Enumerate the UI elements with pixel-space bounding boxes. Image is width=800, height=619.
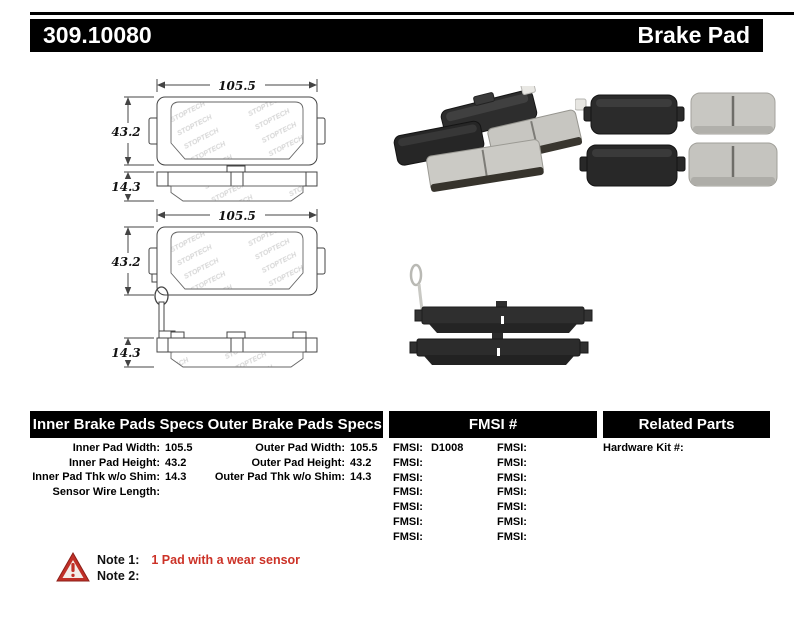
pad2-front-view [149, 227, 325, 295]
fmsi-row: FMSI: [393, 471, 423, 484]
fmsi-row: FMSI: D1008 [393, 442, 464, 454]
related-parts-header-bar [603, 411, 770, 438]
fmsi-row: FMSI: [497, 442, 527, 454]
fmsi-row: FMSI: [497, 471, 527, 484]
photo-pads-grid [575, 86, 780, 198]
pad2-width-label: 105.5 [218, 209, 256, 223]
fmsi-row: FMSI: [497, 456, 527, 469]
pad2-thickness-label: 14.3 [111, 346, 141, 360]
header-bar [30, 19, 763, 52]
fmsi-row: FMSI: [393, 486, 423, 499]
sensor-connector [521, 86, 536, 95]
fmsi-row: FMSI: [393, 530, 423, 543]
drawing-pad1 [60, 66, 360, 208]
note-1: Note 1: 1 Pad with a wear sensor [97, 553, 301, 567]
inner-specs-title: Inner Brake Pads Specs [32, 416, 204, 433]
drawing-pad2 [60, 196, 360, 396]
pad2-height-label: 43.2 [111, 255, 141, 269]
inner-specs-table [25, 441, 193, 500]
pad2-side-view [155, 287, 317, 367]
part-number: 309.10080 [43, 22, 152, 48]
fmsi-header-bar [389, 411, 597, 438]
spec-row: Inner Pad Thk w/o Shim: 14.3 [32, 471, 187, 484]
spec-row: Sensor Wire Length: [52, 486, 160, 499]
spec-row: Inner Pad Width: 105.5 [72, 442, 193, 454]
fmsi-row: FMSI: [497, 486, 527, 499]
note-2: Note 2: [97, 568, 140, 583]
fmsi-row: FMSI: [497, 530, 527, 543]
fmsi-row: FMSI: [393, 515, 423, 528]
spec-row: Outer Pad Width: 105.5 [255, 442, 378, 454]
fmsi-row: FMSI: [393, 501, 423, 514]
pad1-thickness-label: 14.3 [111, 180, 141, 194]
outer-specs-title: Outer Brake Pads Specs [207, 416, 382, 433]
fmsi-title: FMSI # [468, 416, 518, 433]
fmsi-column-1 [393, 441, 463, 545]
fmsi-row: FMSI: [497, 515, 527, 528]
wear-sensor-wire [159, 302, 164, 332]
pad1-width-label: 105.5 [218, 79, 256, 93]
related-parts-title: Related Parts [638, 416, 735, 433]
spec-row: Inner Pad Height: 43.2 [68, 456, 187, 469]
wear-sensor-wire [411, 265, 422, 310]
notes-block [97, 553, 300, 584]
pad-back-top-left [575, 95, 684, 134]
related-parts-table [603, 441, 692, 456]
photo-pads-edge [386, 258, 601, 380]
fmsi-row: FMSI: [497, 501, 527, 514]
pad-friction-bottom-right [689, 143, 777, 186]
fmsi-row: FMSI: [393, 456, 423, 469]
photo-pads-fanned [392, 86, 592, 194]
pad-back-bottom-left [580, 145, 685, 186]
outer-specs-table [210, 441, 378, 485]
top-rule [30, 12, 794, 15]
pad1-height-label: 43.2 [111, 125, 141, 139]
pad-edge-top [415, 301, 592, 333]
pad-friction-top-right [691, 93, 775, 134]
warning-triangle-icon [56, 552, 90, 584]
pad1-front-view [149, 97, 325, 165]
spec-row: Outer Pad Height: 43.2 [251, 456, 372, 469]
pad-edge-bottom [410, 333, 588, 365]
related-row: Hardware Kit #: [603, 442, 684, 454]
specs-header-bar [30, 411, 383, 438]
spec-row: Outer Pad Thk w/o Shim: 14.3 [214, 471, 372, 484]
fmsi-column-2 [497, 441, 535, 545]
page-title: Brake Pad [637, 22, 750, 48]
